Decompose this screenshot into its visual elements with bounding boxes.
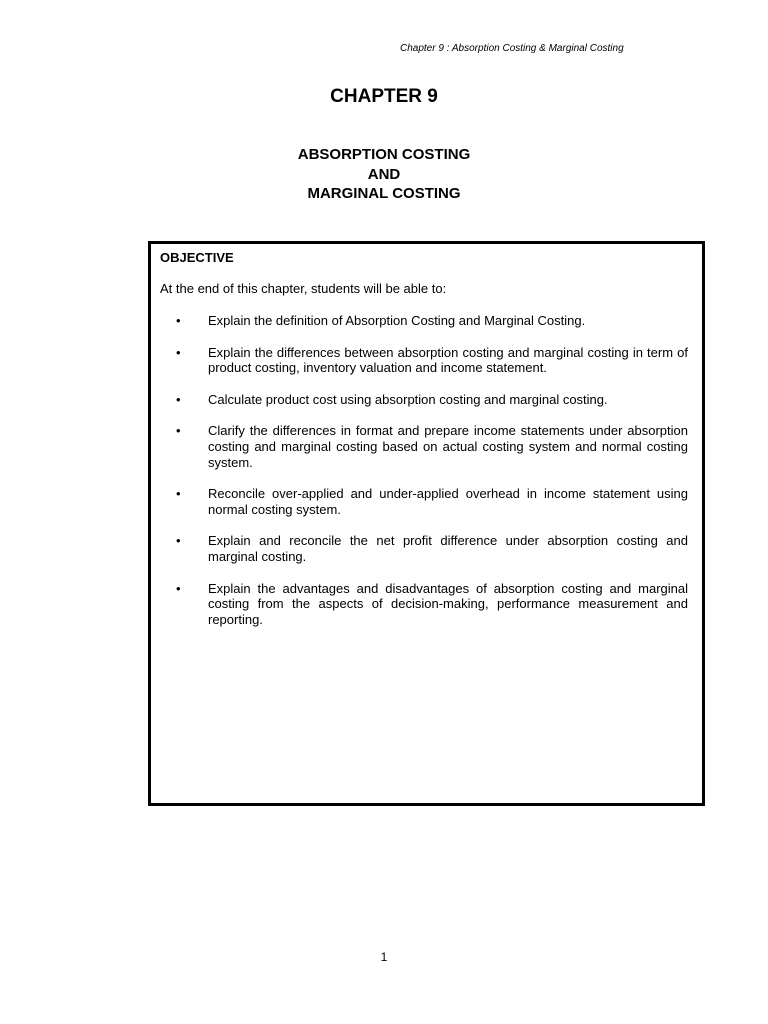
- objective-intro: At the end of this chapter, students will be able to:: [160, 281, 447, 296]
- objective-item: [160, 423, 688, 470]
- objective-item-text: Clarify the differences in format and prepare income statements under absorption costing and marginal costing based on actual costing system and normal costing system.: [208, 423, 688, 470]
- objective-item-text: Explain and reconcile the net profit difference under absorption costing and marginal costing.: [208, 533, 688, 564]
- chapter-title-line-2: AND: [367, 165, 401, 183]
- objective-item-text: Explain the definition of Absorption Costing and Marginal Costing.: [208, 313, 586, 328]
- bullet-icon: •: [176, 580, 181, 596]
- bullet-icon: •: [176, 344, 181, 360]
- objective-item-text: Reconcile over-applied and under-applied overhead in income statement using normal costing system.: [208, 486, 688, 517]
- chapter-number-text: CHAPTER 9: [330, 86, 438, 107]
- objective-item: [160, 486, 688, 517]
- objective-list: [160, 313, 688, 643]
- bullet-icon: •: [176, 391, 181, 407]
- chapter-number: [0, 86, 768, 108]
- chapter-title: [0, 145, 768, 204]
- chapter-title-line-3: MARGINAL COSTING: [307, 185, 461, 202]
- objective-heading: OBJECTIVE: [160, 250, 234, 265]
- bullet-icon: •: [176, 486, 181, 502]
- objective-item: [160, 392, 688, 408]
- objective-box: [148, 241, 705, 806]
- bullet-icon: •: [176, 533, 181, 549]
- bullet-icon: •: [176, 313, 181, 328]
- objective-item-text: Calculate product cost using absorption costing and marginal costing.: [208, 391, 608, 407]
- objective-item: [160, 581, 688, 628]
- objective-item: [160, 345, 688, 376]
- objective-item-text: Explain the differences between absorption costing and marginal costing in term of product costing, inventory valuation and income statement.: [208, 344, 688, 376]
- objective-item: [160, 533, 688, 564]
- objective-item-text: Explain the advantages and disadvantages of absorption costing and marginal costing from the aspects of decision-making, performance measurement and reporting.: [208, 580, 688, 627]
- running-header: Chapter 9 : Absorption Costing & Marginal Costing: [400, 43, 624, 54]
- bullet-icon: •: [176, 423, 181, 439]
- objective-item: [160, 313, 688, 329]
- page-number: 1: [380, 950, 388, 964]
- chapter-title-line-1: ABSORPTION COSTING: [297, 146, 471, 163]
